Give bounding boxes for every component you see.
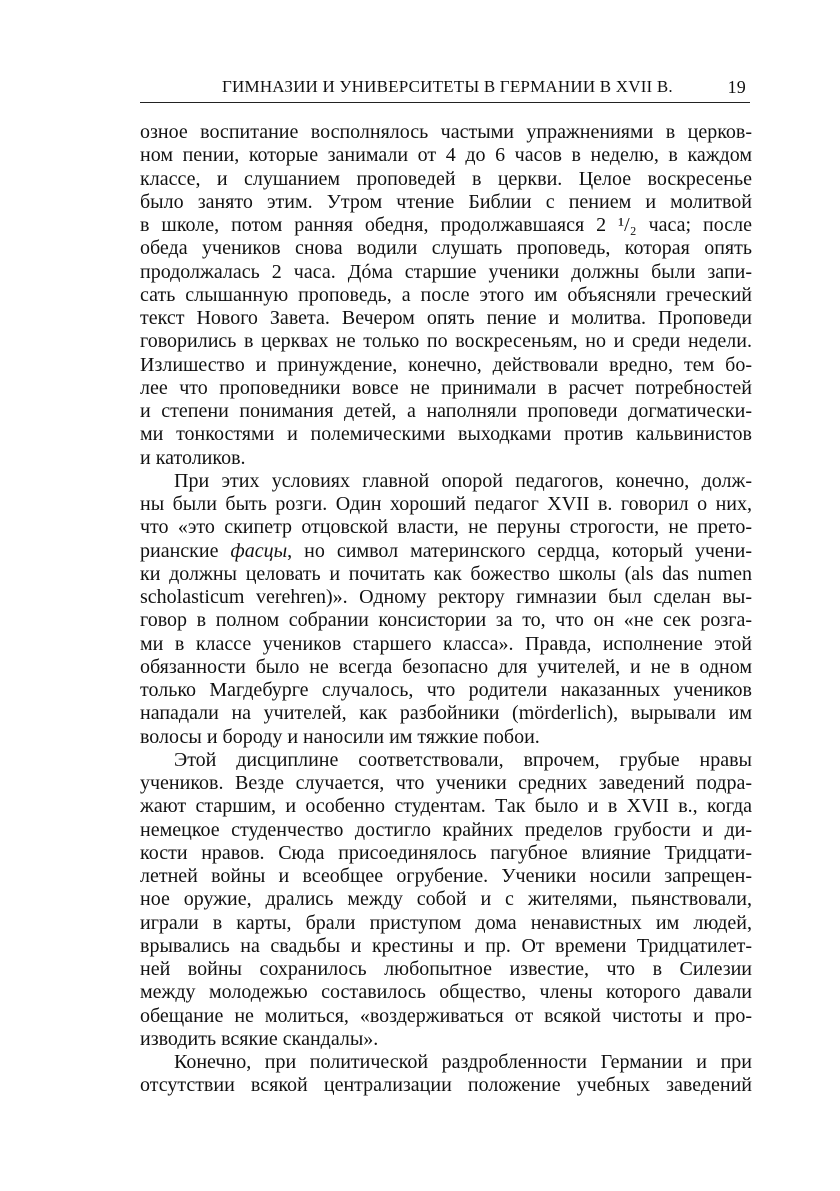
text-line: лее что проповедники вовсе не принимали в расчет потребностей (140, 376, 752, 399)
text-line: между молодежью составилось общество, члены которого давали (140, 981, 752, 1004)
text-line: летней войны и всеобщее огрубение. Ученики носили запрещен- (140, 865, 752, 887)
text-line: ми тонкостями и полемическими выходками против кальвинистов (140, 423, 752, 446)
text-line: ней войны сохранилось любопытное известие, что в Силезии (140, 958, 752, 980)
text-line: При этих условиях главной опорой педагогов, конечно, долж- (174, 469, 752, 492)
running-title: ГИМНАЗИИ И УНИВЕРСИТЕТЫ В ГЕРМАНИИ В XVII В. (222, 77, 673, 96)
text-line: обеда учеников снова водили слушать проповедь, которая опять (140, 237, 752, 260)
text-line: обязанности было не всегда безопасно для учителей, и не в одном (140, 655, 752, 678)
text-line: кости нравов. Сюда присоединялось пагубное влияние Тридцати- (140, 841, 752, 864)
text-line: scholasticum verehren)». Одному ректору гимназии был сделан вы- (140, 586, 752, 608)
paragraph (140, 121, 752, 470)
text-line: только Магдебурге случалось, что родители наказанных учеников (140, 679, 752, 701)
text-line: озное воспитание восполнялось частыми упражнениями в церков- (140, 121, 752, 143)
text-line: учеников. Везде случается, что ученики средних заведений подра- (140, 772, 752, 794)
text-line: ны были быть розги. Один хороший педагог XVII в. говорил о них, (140, 493, 752, 515)
text-line: в школе, потом ранняя обедня, продолжавшаяся 2 ¹/₂ часа; после (140, 214, 752, 236)
text-line: немецкое студенчество достигло крайних пределов грубости и ди- (140, 818, 752, 841)
text-line: рианские фасцы, но символ материнского сердца, который учени- (140, 539, 752, 562)
text-line: обещание не молиться, «воздерживаться от всякой чистоты и про- (140, 1004, 752, 1027)
text-line: сать слышанную проповедь, а после этого им объясняли греческий (140, 283, 752, 306)
text-line: было занято этим. Утром чтение Библии с пением и молитвой (140, 190, 752, 213)
text-line: отсутствии всякой централизации положение учебных заведений (140, 1074, 752, 1097)
text-line: классе, и слушанием проповедей в церкви. Целое воскресенье (140, 167, 752, 190)
text-line: текст Нового Завета. Вечером опять пение и молитва. Проповеди (140, 307, 752, 329)
text-line: продолжалась 2 часа. Дóма старшие ученики должны были запи- (140, 260, 752, 283)
running-header (140, 76, 750, 103)
body-text (140, 121, 752, 1098)
text-line: ное оружие, дрались между собой и с жителями, пьянствовали, (140, 888, 752, 911)
text-line: волосы и бороду и наносили им тяжкие побои. (140, 725, 540, 748)
text-line: и католиков. (140, 446, 246, 469)
text-line: ки должны целовать и почитать как божество школы (als das numen (140, 562, 752, 585)
text-line: ном пении, которые занимали от 4 до 6 часов в неделю, в каждом (140, 144, 752, 167)
text-line: Излишество и принуждение, конечно, действовали вредно, тем бо- (140, 353, 752, 376)
page-number: 19 (727, 77, 746, 97)
text-line: нападали на учителей, как разбойники (mörderlich), вырывали им (140, 702, 752, 725)
text-line: Конечно, при политической раздробленности Германии и при (174, 1051, 752, 1073)
paragraph (140, 470, 752, 749)
text-line: Этой дисциплине соответствовали, впрочем, грубые нравы (174, 748, 752, 771)
text-line: врывались на свадьбы и крестины и пр. От времени Тридцатилет- (140, 934, 752, 957)
text-line: играли в карты, брали приступом дома ненавистных им людей, (140, 911, 752, 934)
paragraph (140, 1051, 752, 1098)
text-line: говорились в церквах не только по воскресеньям, но и среди недели. (140, 330, 752, 353)
text-line: и степени понимания детей, а наполняли проповеди догматически- (140, 400, 752, 422)
paragraph (140, 749, 752, 1051)
text-line: жают старшим, и особенно студентам. Так было и в XVII в., когда (140, 795, 752, 818)
text-line: что «это скипетр отцовской власти, не перуны строгости, не прето- (140, 516, 752, 539)
text-line: говор в полном собрании консистории за то, что он «не сек розга- (140, 609, 752, 632)
text-line: ми в классе учеников старшего класса». Правда, исполнение этой (140, 632, 752, 655)
text-line: изводить всякие скандалы». (140, 1027, 379, 1050)
